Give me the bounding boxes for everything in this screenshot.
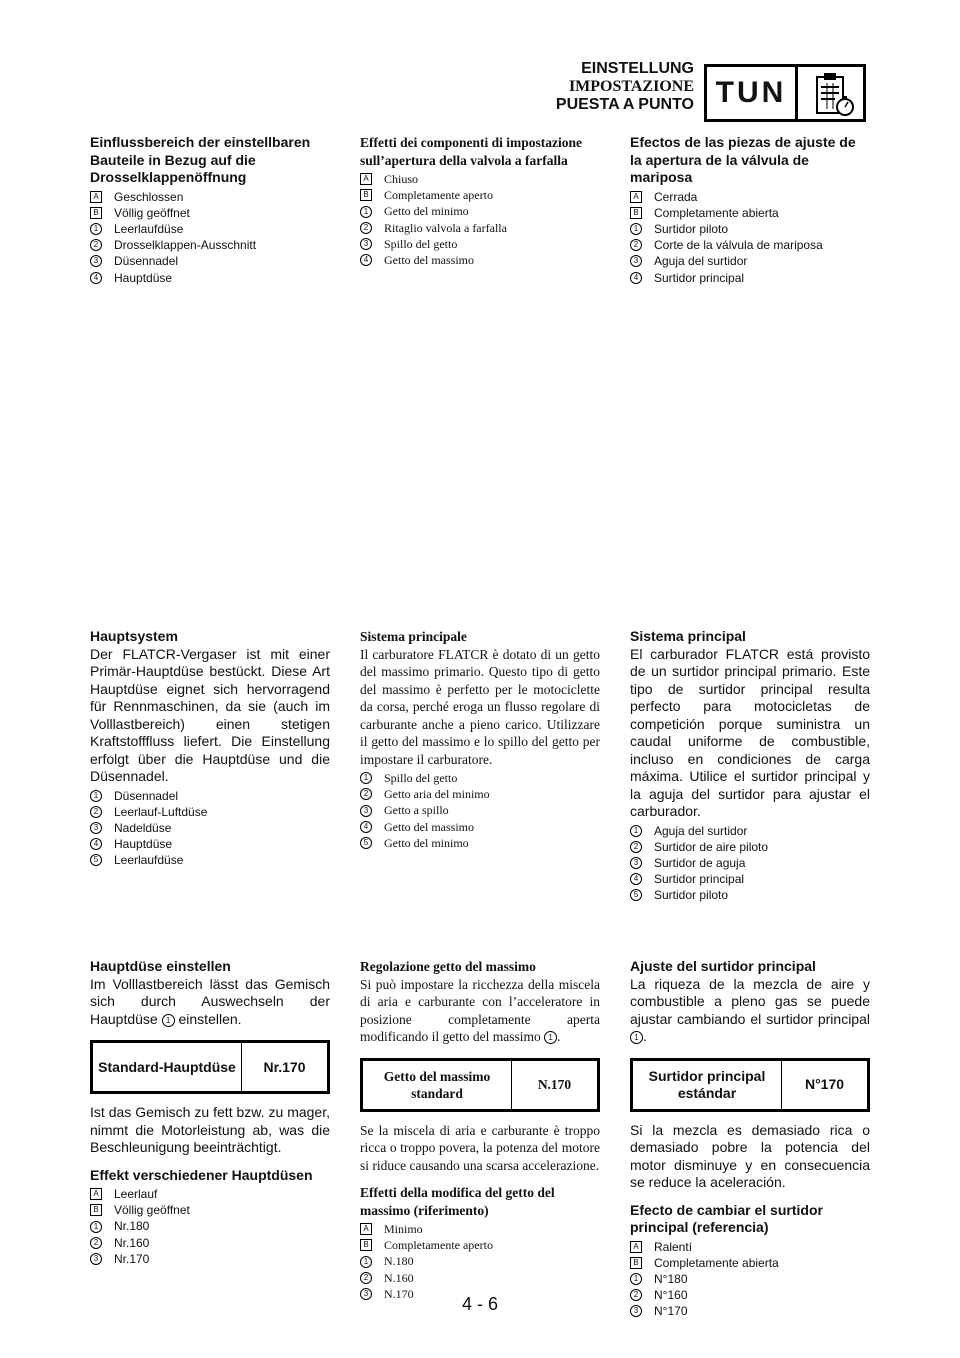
legend-de-s2 xyxy=(90,788,330,869)
list-item: A Minimo xyxy=(360,1221,600,1237)
list-item: 4 Getto del massimo xyxy=(360,819,600,835)
list-item: 3 Surtidor de aguja xyxy=(630,855,870,871)
list-item: 2 Leerlauf-Luftdüse xyxy=(90,804,330,820)
list-item: 1 Nr.180 xyxy=(90,1218,330,1234)
column-es xyxy=(630,134,870,286)
subheading-de-s3: Effekt verschiedener Hauptdüsen xyxy=(90,1166,313,1183)
list-item: 2 Corte de la válvula de mariposa xyxy=(630,237,870,253)
subheading-it-s3: Effetti della modifica del getto del massimo (riferimento) xyxy=(360,1185,555,1218)
list-item: 2 Getto aria del minimo xyxy=(360,786,600,802)
list-item: 2 N°160 xyxy=(630,1287,870,1303)
list-item: B Completamente abierta xyxy=(630,205,870,221)
list-item: 1 Leerlaufdüse xyxy=(90,221,330,237)
list-item: A Chiuso xyxy=(360,171,600,187)
spec-label: Surtidor principal estándar xyxy=(632,1059,782,1110)
spec-value: N°170 xyxy=(782,1059,869,1110)
spec-table-es xyxy=(630,1058,870,1112)
list-item: 2 Ritaglio valvola a farfalla xyxy=(360,220,600,236)
column-de-s2 xyxy=(90,628,330,869)
list-item: 1 Düsennadel xyxy=(90,788,330,804)
spec-value: Nr.170 xyxy=(242,1042,329,1093)
list-item: A Ralentí xyxy=(630,1239,870,1255)
list-item: B Völlig geöffnet xyxy=(90,1202,330,1218)
list-item: A Cerrada xyxy=(630,189,870,205)
list-item: B Completamente aperto xyxy=(360,1237,600,1253)
heading-es-s2: Sistema principal xyxy=(630,628,746,644)
list-item: A Leerlauf xyxy=(90,1186,330,1202)
heading-it-s1: Effetti dei componenti di impostazione sull’apertura della valvola a farfalla xyxy=(360,135,582,168)
legend-it-s1 xyxy=(360,171,600,268)
column-it-s2 xyxy=(360,628,600,851)
list-item: 5 Surtidor piloto xyxy=(630,887,870,903)
list-item: 3 N°170 xyxy=(630,1303,870,1319)
list-item: 1 N°180 xyxy=(630,1271,870,1287)
title-de: EINSTELLUNG xyxy=(581,60,694,77)
list-item: 2 Surtidor de aire piloto xyxy=(630,839,870,855)
body-de-s2: Der FLATCR-Vergaser ist mit einer Primär-Hauptdüse bestückt. Diese Art Hauptdüse eignet sich hervorragend für Rennmaschinen, da sie (auch im Volllastbereich) einen stetigen Kraftstofffluss liefert. Die Einstellung erfolgt über die Hauptdüse und die Düsennadel. xyxy=(90,645,330,784)
badge-divider xyxy=(795,67,798,119)
body-es-s2: El carburador FLATCR está provisto de un surtidor principal primario. Este tipo de surtidor principal resulta perfecto para motocicletas de competición porque suministra un caudal uniforme de combustible, incluso en condiciones de carga máxima. Utilice el surtidor principal y la aguja del surtidor para ajustar el carburador. xyxy=(630,645,870,819)
legend-es-s1 xyxy=(630,189,870,286)
heading-de-s2: Hauptsystem xyxy=(90,628,178,644)
list-item: 1 Getto del minimo xyxy=(360,203,600,219)
list-item: 3 Düsennadel xyxy=(90,253,330,269)
title-it: IMPOSTAZIONE xyxy=(568,78,694,95)
legend-it-s2 xyxy=(360,770,600,851)
column-it xyxy=(360,134,600,268)
list-item: 4 Surtidor principal xyxy=(630,871,870,887)
body-de-s3: Im Volllastbereich lässt das Gemisch sich durch Auswechseln der Hauptdüse 1 einstellen. xyxy=(90,975,330,1027)
legend-es-s2 xyxy=(630,823,870,904)
list-item: 3 Getto a spillo xyxy=(360,802,600,818)
list-item: 4 Surtidor principal xyxy=(630,270,870,286)
tun-badge xyxy=(704,64,866,122)
list-item: 3 Nadeldüse xyxy=(90,820,330,836)
list-item: 2 Nr.160 xyxy=(90,1235,330,1251)
heading-it-s3: Regolazione getto del massimo xyxy=(360,959,536,974)
list-item: 1 Aguja del surtidor xyxy=(630,823,870,839)
list-item: 1 Spillo del getto xyxy=(360,770,600,786)
legend-de-s3 xyxy=(90,1186,330,1267)
list-item: 1 N.180 xyxy=(360,1253,600,1269)
list-item: 5 Leerlaufdüse xyxy=(90,852,330,868)
spec-table-it xyxy=(360,1058,600,1112)
column-de xyxy=(90,134,330,286)
list-item: 2 N.160 xyxy=(360,1270,600,1286)
tun-label: TUN xyxy=(715,76,787,109)
column-it-s3 xyxy=(360,958,600,1302)
list-item: 3 Nr.170 xyxy=(90,1251,330,1267)
body2-es-s3: Si la mezcla es demasiado rica o demasiado pobre la potencia del motor disminuye y en consecuencia se reduce la aceleración. xyxy=(630,1121,870,1190)
subheading-es-s3: Efecto de cambiar el surtidor principal (referencia) xyxy=(630,1201,823,1235)
column-es-s3 xyxy=(630,958,870,1320)
body-es-s3: La riqueza de la mezcla de aire y combustible a pleno gas se puede ajustar cambiando el surtidor principal 1 . xyxy=(630,975,870,1044)
spec-label: Standard-Hauptdüse xyxy=(92,1042,242,1093)
column-es-s2 xyxy=(630,628,870,904)
list-item: 5 Getto del minimo xyxy=(360,835,600,851)
title-es: PUESTA A PUNTO xyxy=(555,96,694,113)
heading-es-s1: Efectos de las piezas de ajuste de la apertura de la válvula de mariposa xyxy=(630,134,856,185)
heading-de-s3: Hauptdüse einstellen xyxy=(90,958,231,974)
page-number: 4 - 6 xyxy=(461,1294,499,1314)
spec-label: Getto del massimo standard xyxy=(362,1059,512,1110)
body-it-s3: Si può impostare la ricchezza della miscela di aria e carburante con l’acceleratore in posizione completamente aperta modificando il getto del massimo 1 . xyxy=(360,976,600,1044)
list-item: 3 Aguja del surtidor xyxy=(630,253,870,269)
spec-table-de xyxy=(90,1040,330,1094)
heading-es-s3: Ajuste del surtidor principal xyxy=(630,958,816,974)
heading-it-s2: Sistema principale xyxy=(360,629,467,644)
list-item: 2 Drosselklappen-Ausschnitt xyxy=(90,237,330,253)
list-item: 4 Hauptdüse xyxy=(90,270,330,286)
list-item: 3 N.170 xyxy=(360,1286,600,1302)
list-item: B Completamente aperto xyxy=(360,187,600,203)
legend-it-s3 xyxy=(360,1221,600,1302)
list-item: 4 Hauptdüse xyxy=(90,836,330,852)
list-item: 1 Surtidor piloto xyxy=(630,221,870,237)
body-it-s2: Il carburatore FLATCR è dotato di un getto del massimo primario. Questo tipo di getto del massimo è perfetto per le motociclette da corsa, perché eroga un flusso regolare di carburante anche a pieno carico. Utilizzare il getto del massimo e lo spillo del getto per impostare il carburatore. xyxy=(360,646,600,767)
section-title-block xyxy=(556,60,694,114)
list-item: A Geschlossen xyxy=(90,189,330,205)
clipboard-stopwatch-icon xyxy=(807,71,863,119)
legend-de-s1 xyxy=(90,189,330,286)
list-item: 3 Spillo del getto xyxy=(360,236,600,252)
list-item: B Completamente abierta xyxy=(630,1255,870,1271)
list-item: B Völlig geöffnet xyxy=(90,205,330,221)
body2-de-s3: Ist das Gemisch zu fett bzw. zu mager, nimmt die Motorleistung ab, was die Beschleunigung beeinträchtigt. xyxy=(90,1104,330,1155)
list-item: 4 Getto del massimo xyxy=(360,252,600,268)
column-de-s3 xyxy=(90,958,330,1267)
spec-value: N.170 xyxy=(512,1059,599,1110)
heading-de-s1: Einflussbereich der einstellbaren Bauteile in Bezug auf die Drosselklappenöffnung xyxy=(90,134,311,185)
body2-it-s3: Se la miscela di aria e carburante è troppo ricca o troppo povera, la potenza del motore si riduce causando una scarsa accelerazione. xyxy=(360,1122,600,1173)
